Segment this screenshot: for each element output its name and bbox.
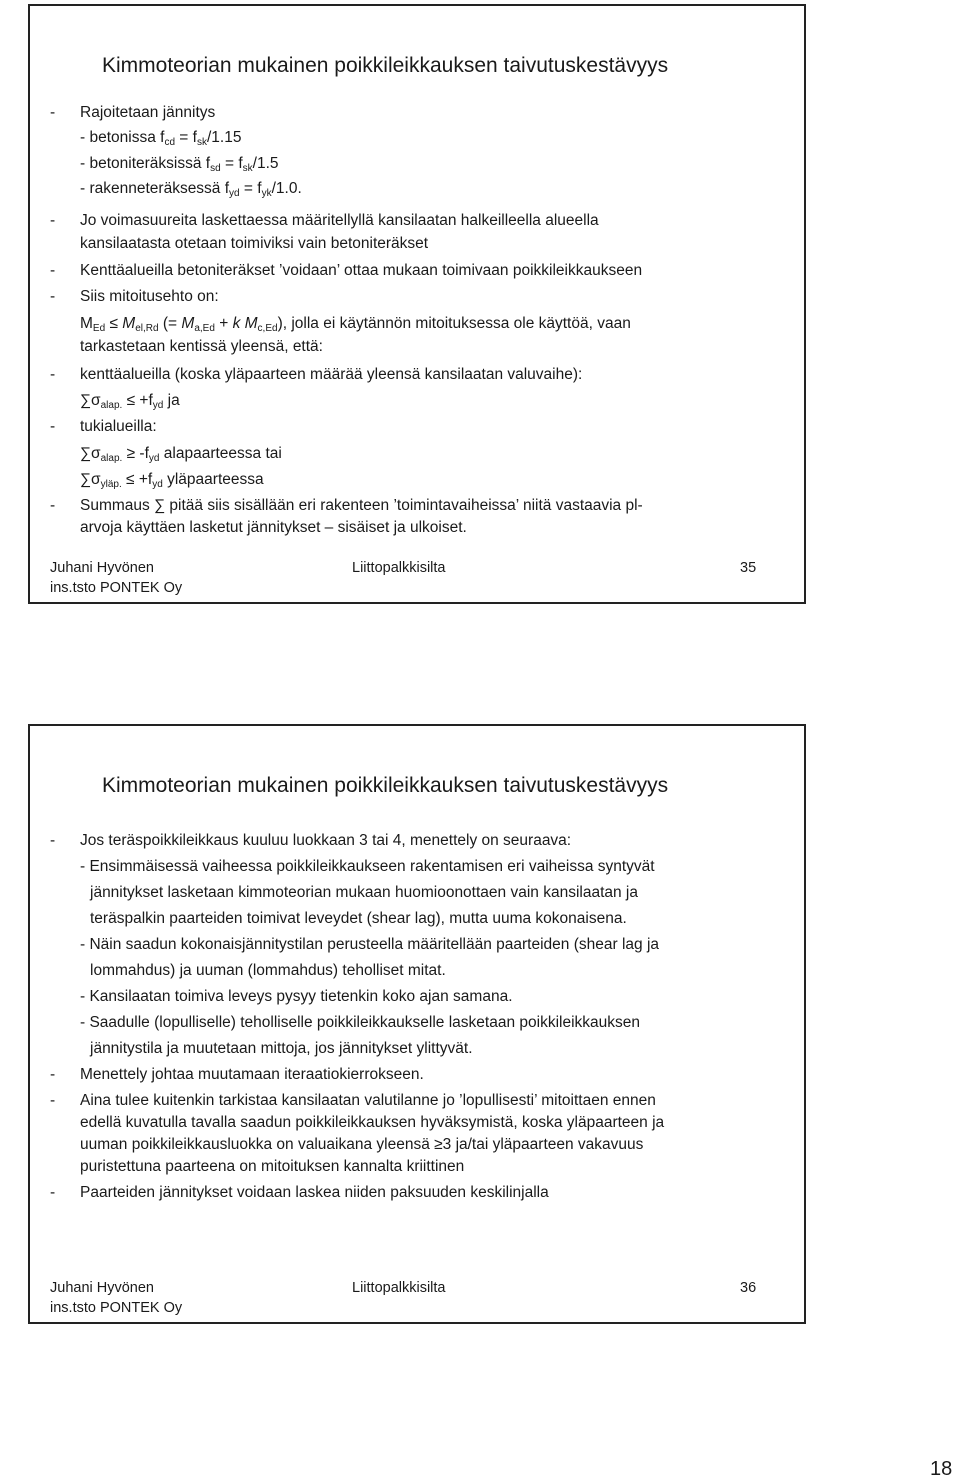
list-item: - Jos teräspoikkileikkaus kuuluu luokkaan 3 tai 4, menettely on seuraava: [50,832,572,849]
list-item: - Siis mitoitusehto on: [50,288,219,305]
slide-number: 35 [740,560,757,576]
list-item: - betonissa $f_{cd} = f_{sk}/1.15$ [80,129,242,148]
footer-topic: Liittopalkkisilta [352,560,446,576]
list-item: edellä kuvatulla tavalla saadun poikkileikkauksen hyväksymistä, koska yläpaarteen ja [80,1114,665,1131]
footer-topic: Liittopalkkisilta [352,1280,446,1296]
slide-35 [28,4,806,604]
equation: $M_{Ed} \le M_{el,Rd}$ (= $M_{a,Ed} + k$ $M_{c,Ed}$), jolla ei käytännön mitoituksessa ole käyttöä, vaan [80,315,631,334]
list-item: arvoja käyttäen lasketut jännitykset – sisäiset ja ulkoiset. [80,519,467,536]
list-item: - Saadulle (lopulliselle) teholliselle poikkileikkaukselle lasketaan poikkileikkauksen [80,1014,641,1031]
list-item: - Näin saadun kokonaisjännitystilan perusteella määritellään paarteiden (shear lag ja [80,936,660,953]
list-item: - Ensimmäisessä vaiheessa poikkileikkaukseen rakentamisen eri vaiheissa syntyvät [80,858,655,875]
list-item: tarkastetaan kentissä yleensä, että: [80,338,323,355]
list-item: jännitystila ja muutetaan mittoja, jos jännitykset ylittyvät. [90,1040,473,1057]
slide-title: Kimmoteorian mukainen poikkileikkauksen taivutuskestävyys [102,54,669,77]
footer-author: Juhani Hyvönen ins.tsto PONTEK Oy [50,560,183,596]
list-item: uuman poikkileikkausluokka on valuaikana yleensä ≥3 ja/tai yläpaarteen vakavuus [80,1136,644,1153]
formula: $\sum\sigma_{yläp.} \le +f_{yd}$ yläpaarteessa [80,471,264,490]
list-item: teräspalkin paarteiden toimivat leveydet (shear lag), mutta uuma kokonaisena. [90,910,627,927]
footer-author: Juhani Hyvönen ins.tsto PONTEK Oy [50,1280,183,1316]
list-item: kansilaatasta otetaan toimiviksi vain betoniteräkset [80,235,429,252]
list-item: - Rajoitetaan jännitys [50,104,216,121]
list-item: - betoniteräksissä $f_{sd} = f_{sk}/1.5$ [80,155,279,174]
formula: $\sum\sigma_{alap.} \le +f_{yd}$ ja [80,392,180,411]
list-item: - rakenneteräksessä $f_{yd} = f_{yk}/1.0$. [80,180,302,199]
list-item: - Jo voimasuureita laskettaessa määritellyllä kansilaatan halkeilleella alueella [50,212,599,229]
list-item: - Aina tulee kuitenkin tarkistaa kansilaatan valutilanne jo ’lopullisesti’ mitoittaen ennen [50,1092,656,1109]
slide-number: 36 [740,1280,757,1296]
slide-title: Kimmoteorian mukainen poikkileikkauksen taivutuskestävyys [102,774,669,797]
page-number: 18 [930,1458,953,1480]
list-item: - Kansilaatan toimiva leveys pysyy tietenkin koko ajan samana. [80,988,513,1005]
slide-36 [28,724,806,1324]
list-item: - tukialueilla: [50,418,157,435]
list-item: - Kenttäalueilla betoniteräkset ’voidaan’ ottaa mukaan toimivaan poikkileikkaukseen [50,262,643,279]
list-item: - kenttäalueilla (koska yläpaarteen määrää yleensä kansilaatan valuvaihe): [50,366,583,383]
list-item: lommahdus) ja uuman (lommahdus) teholliset mitat. [90,962,446,979]
formula: $\sum\sigma_{alap.} \ge -f_{yd}$ alapaarteessa tai [80,445,282,464]
list-item: puristettuna paarteena on mitoituksen kannalta kriittinen [80,1158,465,1175]
list-item: jännitykset lasketaan kimmoteorian mukaan huomioonottaen vain kansilaatan ja [90,884,638,901]
list-item: - Paarteiden jännitykset voidaan laskea niiden paksuuden keskilinjalla [50,1184,549,1201]
list-item: - Menettely johtaa muutamaan iteraatiokierrokseen. [50,1066,424,1083]
list-item: - Summaus ∑ pitää siis sisällään eri rakenteen ’toimintavaiheissa’ niitä vastaavia pl- [50,497,643,514]
